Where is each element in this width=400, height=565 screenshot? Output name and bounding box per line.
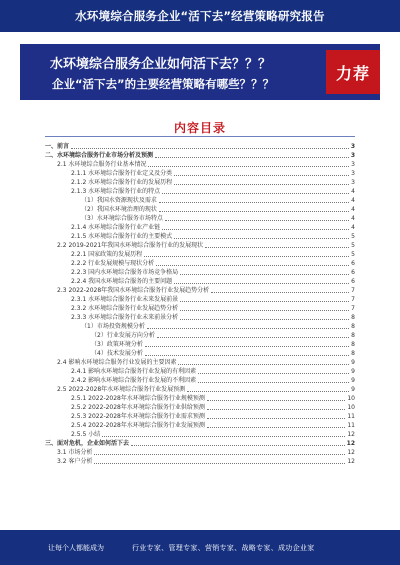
toc-entry[interactable]: [45, 277, 355, 286]
toc-leader-dots: [144, 256, 349, 257]
toc-leader-dots: [211, 292, 349, 293]
toc-entry-page: 3: [350, 143, 355, 150]
footer-bar: [0, 530, 400, 565]
toc-leader-dots: [162, 229, 349, 230]
toc-leader-dots: [207, 418, 345, 419]
toc-entry-page: 8: [351, 341, 355, 348]
toc-entry-page: 12: [347, 458, 355, 465]
toc-leader-dots: [94, 454, 345, 455]
report-header-title: 水环境综合服务企业“活下去”经营策略研究报告: [75, 9, 325, 23]
toc-entry-text: 2.2 2019-2021年我国水环境综合服务行业的发展现状: [57, 242, 204, 249]
toc-entry-page: 8: [351, 332, 355, 339]
toc-leader-dots: [156, 265, 349, 266]
toc-entry-text: 2.4.2 影响水环境综合服务行业发展的不利因素: [71, 377, 197, 384]
toc-entry-text: 2.1 水环境综合服务行业基本情况: [57, 161, 147, 168]
toc-leader-dots: [147, 328, 349, 329]
toc-entry[interactable]: [45, 385, 355, 394]
toc-entry-text: （2）行业发展方向分析: [91, 332, 155, 339]
toc-entry[interactable]: [45, 178, 355, 187]
toc-entry[interactable]: [45, 232, 355, 241]
toc-entry-text: （3）政策环境分析: [91, 341, 143, 348]
toc-entry-text: 2.3.3 水环境综合服务行业未来前景分析: [71, 314, 179, 321]
toc-entry-text: （2）我国水环境治理的现状: [81, 206, 157, 213]
toc-entry[interactable]: [45, 430, 355, 439]
toc-entry-page: 4: [351, 206, 355, 213]
toc-leader-dots: [94, 463, 345, 464]
toc-entry-text: 2.1.5 水环境综合服务行业的主要模式: [71, 233, 173, 240]
toc-entry[interactable]: [45, 205, 355, 214]
toc-divider: [45, 136, 355, 137]
toc-entry-text: （3）水环境综合服务市场特点: [81, 215, 163, 222]
toc-entry-text: 2.3.2 水环境综合服务行业发展趋势分析: [71, 305, 179, 312]
banner-question-2: 企业“活下去”的主要经营策略有哪些？？？: [52, 77, 275, 91]
toc-entry-page: 5: [351, 251, 355, 258]
toc-entry-page: 6: [351, 260, 355, 267]
toc-entry-page: 10: [347, 395, 355, 402]
toc-entry-text: 3.1 市场分析: [57, 449, 93, 456]
toc-entry-page: 4: [351, 224, 355, 231]
toc-leader-dots: [180, 301, 349, 302]
toc-entry-text: 一、前言: [45, 143, 70, 150]
toc-leader-dots: [174, 175, 349, 176]
toc-entry[interactable]: [45, 367, 355, 376]
toc-entry[interactable]: [45, 394, 355, 403]
toc-entry-page: 11: [347, 413, 355, 420]
toc-entry[interactable]: [45, 223, 355, 232]
toc-entry-page: 9: [351, 377, 355, 384]
toc-entry-text: （1）我国水资源现状及需求: [81, 197, 157, 204]
toc-entry[interactable]: [45, 268, 355, 277]
toc-entry-page: 5: [351, 233, 355, 240]
toc-leader-dots: [102, 436, 345, 437]
toc-entry[interactable]: [45, 412, 355, 421]
toc-entry-text: （1）市场投资规模分析: [81, 323, 145, 330]
toc-entry-text: 2.4.1 影响水环境综合服务行业发展的有利因素: [71, 368, 197, 375]
toc-entry-page: 9: [351, 368, 355, 375]
toc-title: 内容目录: [173, 121, 226, 135]
toc-entry-page: 4: [351, 188, 355, 195]
toc-entry-text: 2.1.2 水环境综合服务行业的发展历程: [71, 179, 173, 186]
recommend-badge: 力荐: [326, 50, 380, 94]
toc-entry[interactable]: [45, 214, 355, 223]
toc-leader-dots: [174, 283, 349, 284]
toc-entry-text: 2.4 影响水环境综合服务行业发展的主要因素: [57, 359, 177, 366]
toc-entry-page: 12: [347, 431, 355, 438]
toc-entry[interactable]: [45, 169, 355, 178]
toc-leader-dots: [174, 184, 349, 185]
toc-entry-text: 二、水环境综合服务行业市场分析及预测: [45, 152, 154, 159]
toc-entry[interactable]: [45, 241, 355, 250]
toc-leader-dots: [180, 310, 349, 311]
toc-entry[interactable]: [45, 331, 355, 340]
toc-entry-text: 2.2.4 我国水环境综合服务的主要问题: [71, 278, 173, 285]
toc-entry-page: 8: [351, 350, 355, 357]
toc-entry[interactable]: [45, 187, 355, 196]
toc-entry[interactable]: [45, 403, 355, 412]
toc-leader-dots: [207, 427, 345, 428]
toc-entry-text: 2.5.1 2022-2028年水环境综合服务行业规模预测: [71, 395, 205, 402]
toc-entry-page: 6: [351, 278, 355, 285]
toc-entry-page: 8: [351, 323, 355, 330]
toc-entry[interactable]: [45, 295, 355, 304]
footer-slogan-right: 行业专家、管理专家、营销专家、战略专家、成功企业家: [132, 544, 315, 552]
toc-leader-dots: [159, 211, 349, 212]
toc-entry-page: 11: [347, 422, 355, 429]
toc-leader-dots: [174, 238, 349, 239]
title-banner: [20, 44, 380, 100]
toc-leader-dots: [207, 400, 345, 401]
toc-list: [45, 142, 355, 466]
toc-entry-page: 3: [351, 170, 355, 177]
toc-entry-page: 4: [351, 215, 355, 222]
toc-entry-text: 2.3 2022-2028年我国水环境综合服务行业发展趋势分析: [57, 287, 210, 294]
toc-entry[interactable]: [45, 322, 355, 331]
toc-entry-page: 9: [351, 386, 355, 393]
toc-leader-dots: [131, 445, 345, 446]
toc-leader-dots: [157, 337, 349, 338]
toc-entry-text: 三、面对危机，企业如何活下去: [45, 440, 130, 447]
toc-entry-text: 2.5.5 小结: [71, 431, 101, 438]
toc-entry[interactable]: [45, 376, 355, 385]
toc-leader-dots: [155, 157, 349, 158]
toc-entry-text: 2.2.3 国内水环境综合服务市场竞争格局: [71, 269, 179, 276]
toc-entry[interactable]: [45, 421, 355, 430]
toc-entry-text: 2.2.1 国家政策的发展历程: [71, 251, 143, 258]
toc-entry[interactable]: [45, 439, 355, 448]
toc-leader-dots: [198, 382, 349, 383]
banner-question-1: 水环境综合服务企业如何活下去？？？: [50, 57, 272, 72]
toc-entry[interactable]: [45, 340, 355, 349]
toc-entry-page: 8: [351, 314, 355, 321]
toc-entry-page: 9: [351, 359, 355, 366]
toc-leader-dots: [180, 274, 349, 275]
toc-entry-text: 2.1.1 水环境综合服务行业定义及分类: [71, 170, 173, 177]
report-header: [0, 0, 400, 32]
toc-entry-page: 10: [347, 404, 355, 411]
toc-leader-dots: [148, 166, 349, 167]
toc-entry[interactable]: [45, 313, 355, 322]
toc-entry-page: 4: [351, 197, 355, 204]
toc-entry[interactable]: [45, 448, 355, 457]
toc-leader-dots: [145, 346, 349, 347]
toc-entry-text: 2.5.4 2022-2028年水环境综合服务行业发展预测: [71, 422, 205, 429]
toc-entry-page: 3: [351, 179, 355, 186]
toc-leader-dots: [165, 220, 349, 221]
toc-entry-text: 2.3.1 水环境综合服务行业未来发展前景: [71, 296, 179, 303]
toc-entry-page: 12: [346, 440, 355, 447]
toc-entry[interactable]: [45, 160, 355, 169]
toc-entry-page: 7: [351, 296, 355, 303]
toc-leader-dots: [207, 409, 345, 410]
toc-entry-text: 2.2.2 行业发展规模与现状分析: [71, 260, 155, 267]
toc-entry[interactable]: [45, 358, 355, 367]
toc-entry[interactable]: [45, 151, 355, 160]
toc-entry-page: 3: [351, 161, 355, 168]
toc-leader-dots: [162, 193, 349, 194]
toc-entry-page: 12: [347, 449, 355, 456]
toc-entry-page: 7: [351, 287, 355, 294]
toc-entry[interactable]: [45, 196, 355, 205]
toc-entry-page: 3: [350, 152, 355, 159]
toc-entry-text: 2.1.4 水环境综合服务行业产业链: [71, 224, 161, 231]
toc-entry[interactable]: [45, 349, 355, 358]
toc-entry-text: 2.5.3 2022-2028年水环境综合服务行业需求预测: [71, 413, 205, 420]
toc-entry-page: 6: [351, 269, 355, 276]
toc-entry[interactable]: [45, 142, 355, 151]
toc-entry[interactable]: [45, 304, 355, 313]
toc-leader-dots: [180, 319, 349, 320]
toc-leader-dots: [71, 148, 349, 149]
toc-entry[interactable]: [45, 259, 355, 268]
toc-entry-text: 2.5.2 2022-2028年水环境综合服务行业供给预测: [71, 404, 205, 411]
toc-entry[interactable]: [45, 457, 355, 466]
toc-entry-page: 5: [351, 242, 355, 249]
toc-leader-dots: [205, 247, 349, 248]
toc-entry-text: （4）技术发展分析: [91, 350, 143, 357]
toc-entry-page: 7: [351, 305, 355, 312]
toc-entry-text: 2.1.3 水环境综合服务行业的特点: [71, 188, 161, 195]
toc-entry-text: 3.2 客户分析: [57, 458, 93, 465]
toc-leader-dots: [198, 373, 349, 374]
toc-leader-dots: [159, 202, 349, 203]
toc-leader-dots: [187, 391, 349, 392]
toc-leader-dots: [145, 355, 349, 356]
toc-leader-dots: [178, 364, 349, 365]
toc-entry[interactable]: [45, 286, 355, 295]
toc-entry-text: 2.5 2022-2028年水环境综合服务行业发展预测: [57, 386, 186, 393]
toc-entry[interactable]: [45, 250, 355, 259]
footer-slogan-left: 让每个人都能成为: [48, 544, 104, 552]
